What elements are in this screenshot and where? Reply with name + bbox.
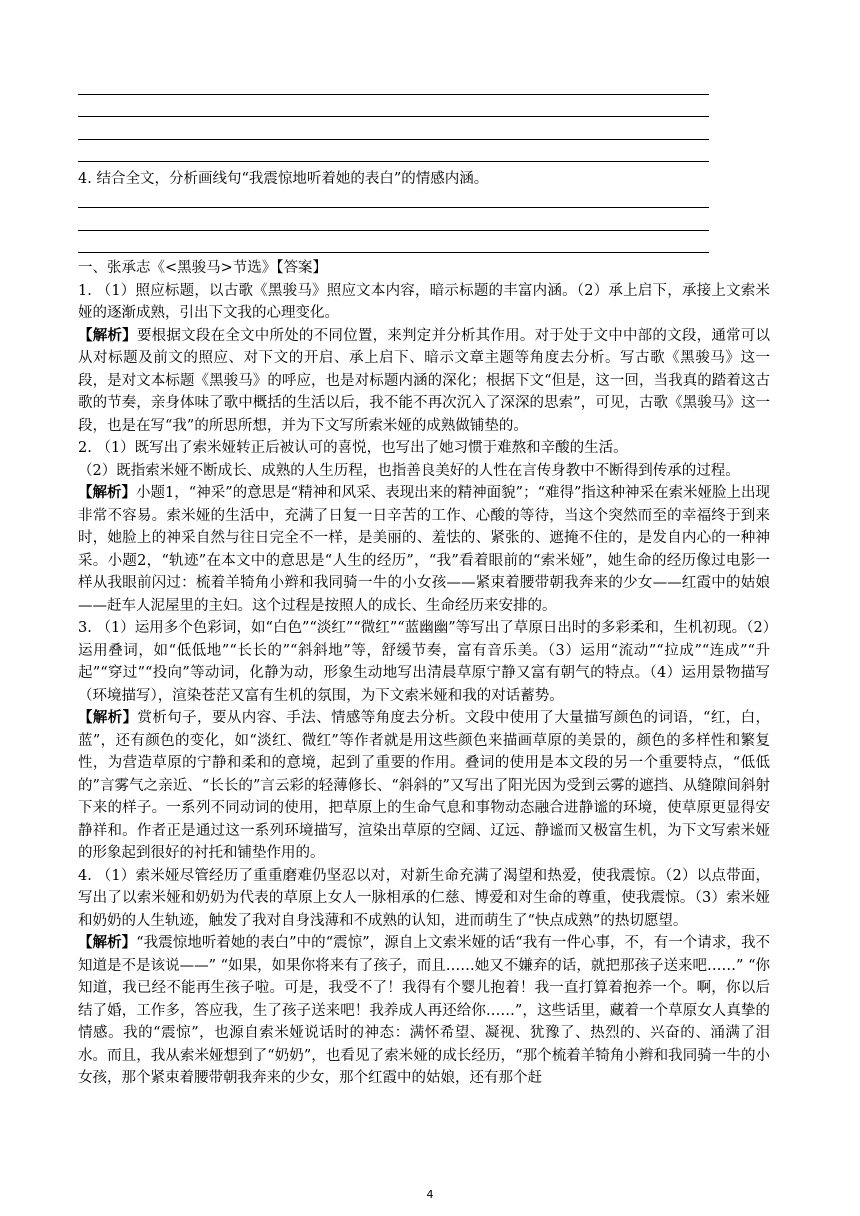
answer-line xyxy=(78,207,709,208)
page-number: 4 xyxy=(426,1188,434,1201)
paragraph-text: “我震惊地听着她的表白”中的“震惊”，源自上文索米娅的话“我有一件心事，不，有一个请求，我不知道是不是该说——” “如果，如果你将来有了孩子，而且……她又不嫌弃的话，就把那孩子送来吧……” “你知道，我已经不能再生孩子啦。可是，我受不了！我得有个婴儿抱着！我一直打算着抱养一个。啊，你以后结了婚，工作多，答应我，生了孩子送来吧！我养成人再还给你……”，这些话里，藏着一个草原女人真挚的情感。我的“震惊”，也源自索米娅说话时的神态：满怀希望、凝视、犹豫了、热烈的、兴奋的、涌满了泪水。而且，我从索米娅想到了“奶奶”，也看见了索米娅的成长经历，“那个梳着羊犄角小辫和我同骑一牛的小女孩，那个紧束着腰带朝我奔来的少女，那个红霞中的姑娘，还有那个赶 xyxy=(78,935,771,1086)
analysis-label: 【解析】 xyxy=(78,934,137,951)
paragraph-text: 3. （1）运用多个色彩词，如“白色”“淡红”“微红”“蓝幽幽”等写出了草原日出时的多彩柔和，生机初现。（2）运用叠词，如“低低地”“长长的”“斜斜地”等，舒缓节奏，富有音乐美。（3）运用“流动”“拉成”“连成”“升起”“穿过”“投向”等动词，化静为动，形象生动地写出清晨草原宁静又富有朝气的特点。（4）运用景物描写（环境描写），渲染苍茫又富有生机的氛围，为下文索米娅和我的对话蓄势。 xyxy=(78,620,770,704)
paragraph-text: 2. （1）既写出了索米娅转正后被认可的喜悦，也写出了她习惯于难熬和辛酸的生活。 xyxy=(78,440,628,456)
analysis-paragraph xyxy=(78,482,770,617)
analysis-label: 【解析】 xyxy=(78,484,137,501)
answer-line xyxy=(78,94,709,95)
answer-line xyxy=(78,252,709,253)
paragraph-text: 要根据文段在全文中所处的不同位置，来判定并分析其作用。对于处于文中中部的文段，通常可以从对标题及前文的照应、对下文的开启、承上启下、暗示文章主题等角度去分析。写古歌《黑骏马》这一段，是对文本标题《黑骏马》的呼应，也是对标题内涵的深化；根据下文“但是，这一回，当我真的踏着这古歌的节奏，亲身体味了歌中概括的生活以后，我不能不再次沉入了深深的思索”，可见，古歌《黑骏马》这一段，也是在写“我”的所思所想，并为下文写所索米娅的成熟做铺垫的。 xyxy=(78,327,771,434)
answer-line xyxy=(78,230,709,231)
answer-paragraph xyxy=(78,460,770,483)
answer-paragraph xyxy=(78,280,770,325)
answer-line xyxy=(78,161,709,162)
paragraph-text: 小题1，“神采”的意思是“精神和风采、表现出来的精神面貌”；“难得”指这种神采在索米娅脸上出现非常不容易。索米娅的生活中，充满了日复一日辛苦的工作、心酸的等待，当这个突然而至的幸福终于到来时，她脸上的神采自然与往日完全不一样，是美丽的、羞怯的、紧张的、遮掩不住的，是发自内心的一种神采。小题2，“轨迹”在本文中的意思是“人生的经历”，“我”看着眼前的“索米娅”，她生命的经历像过电影一样从我眼前闪过：梳着羊犄角小辫和我同骑一牛的小女孩——紧束着腰带朝我奔来的少女——红霞中的姑娘——赶车人泥屋里的主妇。这个过程是按照人的成长、生命经历来安排的。 xyxy=(78,485,771,614)
analysis-label: 【解析】 xyxy=(78,326,137,344)
answer-line xyxy=(78,139,709,140)
analysis-paragraph xyxy=(78,932,770,1090)
paragraph-text: （2）既指索米娅不断成长、成熟的人生历程，也指善良美好的人性在言传身教中不断得到传承的过程。 xyxy=(78,462,740,479)
paragraph-text: 赏析句子，要从内容、手法、情感等角度去分析。文段中使用了大量描写颜色的词语，“红，白，蓝”，还有颜色的变化，如“淡红、微红”等作者就是用这些颜色来描画草原的美景的，颜色的多样性和繁复性，为营造草原的宁静和柔和的意境，起到了重要的作用。叠词的使用是本文段的另一个重要特点，“低低的”言雾气之亲近、“长长的”言云彩的轻薄修长、“斜斜的”又写出了阳光因为受到云雾的遮挡、从缝隙间斜射下来的样子。一系列不同动词的使用，把草原上的生命气息和事物动态融合进静谧的环境，使草原更显得安静祥和。作者正是通过这一系列环境描写，渲染出草原的空阔、辽远、静谧而又极富生机，为下文写索米娅的形象起到很好的衬托和铺垫作用的。 xyxy=(78,710,770,861)
answer-paragraph xyxy=(78,617,770,707)
answer-section xyxy=(78,257,770,1090)
answer-line xyxy=(78,116,709,117)
analysis-label: 【解析】 xyxy=(78,709,138,726)
paragraph-text: 1. （1）照应标题，以古歌《黑骏马》照应文本内容，暗示标题的丰富内涵。（2）承上启下，承接上文索米娅的逐渐成熟，引出下文我的心理变化。 xyxy=(78,282,770,321)
answer-paragraph xyxy=(78,437,770,460)
analysis-paragraph xyxy=(78,325,770,438)
answer-paragraph xyxy=(78,865,770,933)
question-4: 4. 结合全文，分析画线句“我震惊地听着她的表白”的情感内涵。 xyxy=(78,171,489,187)
analysis-paragraph xyxy=(78,707,770,865)
paragraph-text: 4. （1）索米娅尽管经历了重重磨难仍坚忍以对，对新生命充满了渴望和热爱，使我震惊。（2）以点带面，写出了以索米娅和奶奶为代表的草原上女人一脉相承的仁慈、博爱和对生命的尊重，使我震惊。（3）索米娅和奶奶的人生轨迹，触发了我对自身浅薄和不成熟的认知，进而萌生了“快点成熟”的热切愿望。 xyxy=(78,867,770,929)
section-title: 一、张承志《<黑骏马>节选》【答案】 xyxy=(78,260,328,276)
